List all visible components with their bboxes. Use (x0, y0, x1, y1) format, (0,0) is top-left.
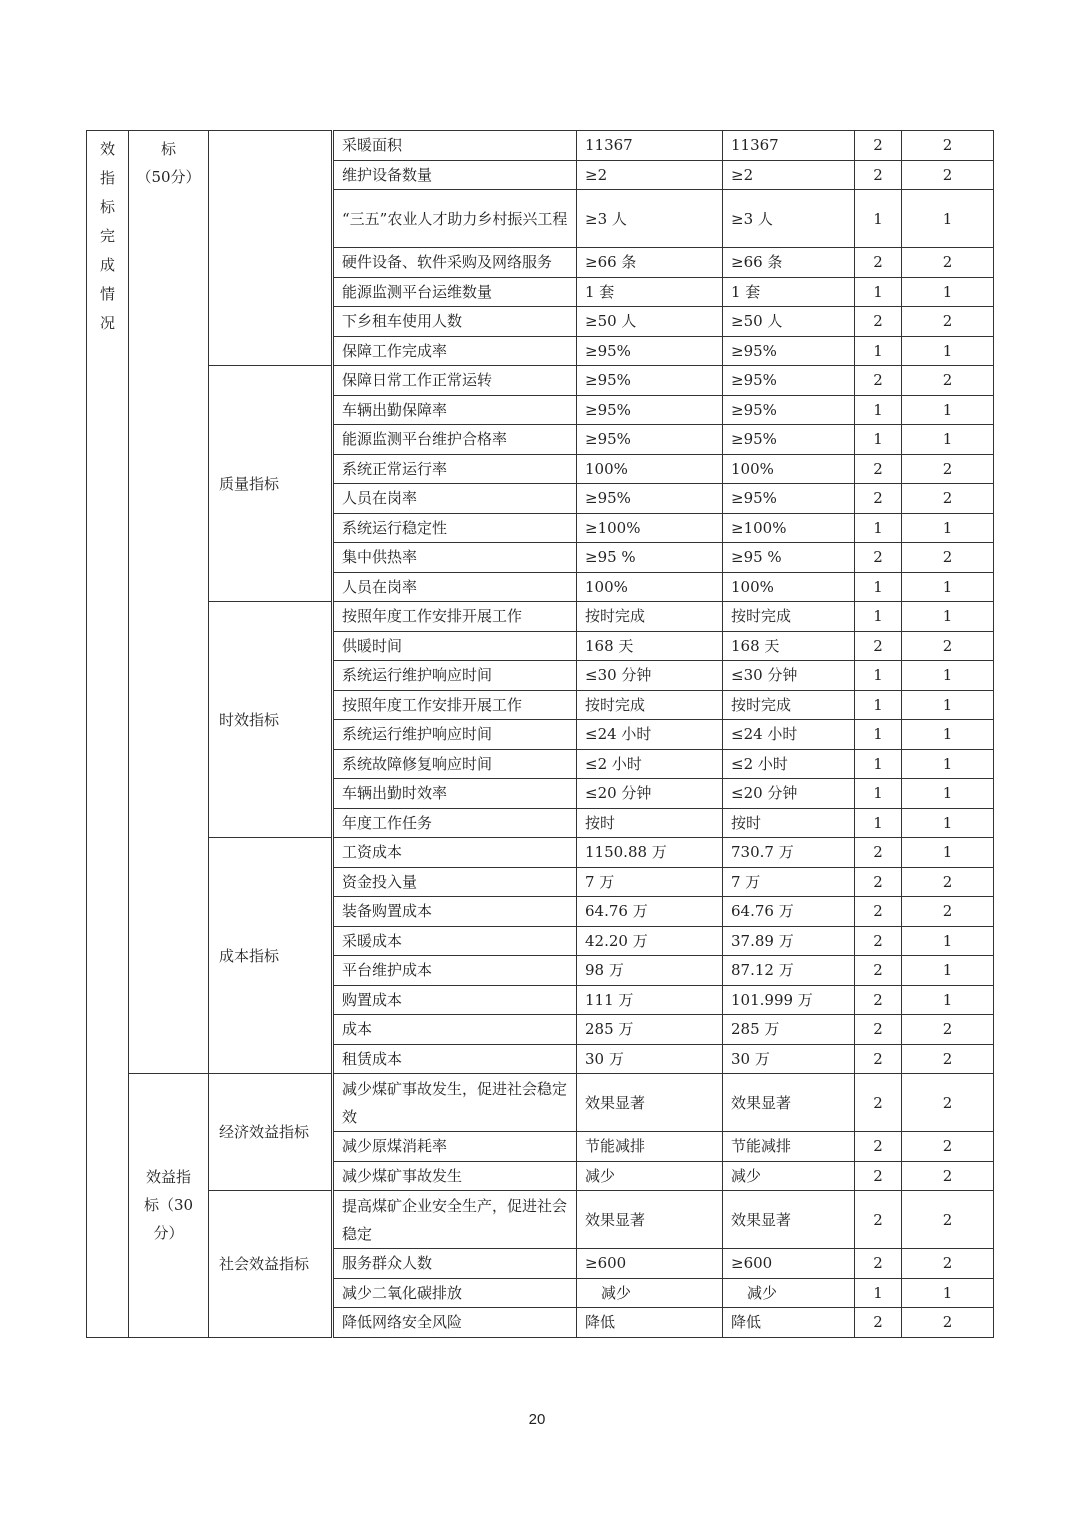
score-value: 2 (902, 867, 994, 897)
group-quantity (209, 131, 332, 366)
weight-value: 2 (855, 1132, 902, 1162)
weight-value: 2 (855, 1161, 902, 1191)
weight-value: 2 (855, 131, 902, 161)
target-value: ≥95% (577, 395, 723, 425)
target-value: ≤24 小时 (577, 720, 723, 750)
weight-value: 1 (855, 720, 902, 750)
score-value: 2 (902, 631, 994, 661)
target-value: ≥66 条 (577, 248, 723, 278)
target-value: ≥95% (577, 336, 723, 366)
target-value: ≥95% (577, 484, 723, 514)
weight-value: 2 (855, 926, 902, 956)
table-row (87, 1191, 994, 1249)
weight-value: 2 (855, 366, 902, 396)
indicator-label-line: 效益指 (145, 1168, 191, 1187)
weight-value: 2 (855, 897, 902, 927)
actual-value: 168 天 (723, 631, 855, 661)
indicator-name: 资金投入量 (334, 867, 577, 897)
actual-value: ≤30 分钟 (723, 661, 855, 691)
actual-value: 101.999 万 (723, 985, 855, 1015)
score-value: 1 (902, 1278, 994, 1308)
target-value: 减少 (577, 1278, 723, 1308)
weight-value: 1 (855, 749, 902, 779)
score-value: 1 (902, 808, 994, 838)
indicator-name: 平台维护成本 (334, 956, 577, 986)
target-value: 节能减排 (577, 1132, 723, 1162)
category-char: 况 (99, 314, 115, 332)
weight-value: 2 (855, 838, 902, 868)
target-value: 42.20 万 (577, 926, 723, 956)
score-value: 1 (902, 336, 994, 366)
score-value: 1 (902, 277, 994, 307)
score-value: 1 (902, 190, 994, 248)
score-value: 1 (902, 926, 994, 956)
target-value: 效果显著 (577, 1191, 723, 1249)
category-char: 完 (99, 227, 115, 245)
actual-value: ≥3 人 (723, 190, 855, 248)
actual-value: 减少 (723, 1278, 855, 1308)
score-value: 1 (902, 395, 994, 425)
weight-value: 1 (855, 395, 902, 425)
weight-value: 2 (855, 454, 902, 484)
target-value: 按时完成 (577, 690, 723, 720)
actual-value: 按时 (723, 808, 855, 838)
indicator-name: 硬件设备、软件采购及网络服务 (334, 248, 577, 278)
weight-value: 1 (855, 190, 902, 248)
target-value: 100% (577, 454, 723, 484)
target-value: 100% (577, 572, 723, 602)
actual-value: 节能减排 (723, 1132, 855, 1162)
score-value: 1 (902, 720, 994, 750)
target-value: ≥2 (577, 160, 723, 190)
actual-value: 降低 (723, 1308, 855, 1338)
indicator-name: 保障日常工作正常运转 (334, 366, 577, 396)
weight-value: 2 (855, 160, 902, 190)
target-value: 168 天 (577, 631, 723, 661)
score-value: 1 (902, 838, 994, 868)
score-value: 2 (902, 897, 994, 927)
weight-value: 2 (855, 1044, 902, 1074)
actual-value: ≥95 % (723, 543, 855, 573)
score-value: 1 (902, 572, 994, 602)
score-value: 2 (902, 366, 994, 396)
score-value: 2 (902, 1015, 994, 1045)
weight-value: 2 (855, 543, 902, 573)
indicator-name: 按照年度工作安排开展工作 (334, 602, 577, 632)
target-value: 30 万 (577, 1044, 723, 1074)
actual-value: 30 万 (723, 1044, 855, 1074)
weight-value: 1 (855, 661, 902, 691)
category-char: 标 (99, 198, 115, 216)
indicator-name: 系统运行维护响应时间 (334, 720, 577, 750)
weight-value: 1 (855, 513, 902, 543)
score-value: 1 (902, 779, 994, 809)
weight-value: 2 (855, 248, 902, 278)
weight-value: 2 (855, 307, 902, 337)
indicator-name: 人员在岗率 (334, 572, 577, 602)
target-value: ≤20 分钟 (577, 779, 723, 809)
score-value: 1 (902, 985, 994, 1015)
target-value: ≥95 % (577, 543, 723, 573)
weight-value: 2 (855, 1074, 902, 1132)
indicator-name: 工资成本 (334, 838, 577, 868)
score-value: 1 (902, 690, 994, 720)
group-cost: 成本指标 (209, 838, 332, 1074)
actual-value: 效果显著 (723, 1191, 855, 1249)
performance-indicator-table (86, 130, 994, 1338)
target-value: 1150.88 万 (577, 838, 723, 868)
table-row (87, 602, 994, 632)
actual-value: ≥95% (723, 484, 855, 514)
indicator-name: 减少原煤消耗率 (334, 1132, 577, 1162)
indicator-name: 采暖成本 (334, 926, 577, 956)
category-char: 情 (99, 285, 115, 303)
actual-value: ≤24 小时 (723, 720, 855, 750)
target-value: 按时 (577, 808, 723, 838)
actual-value: ≥50 人 (723, 307, 855, 337)
indicator-name: 系统运行稳定性 (334, 513, 577, 543)
target-value: 7 万 (577, 867, 723, 897)
score-value: 2 (902, 1074, 994, 1132)
weight-value: 1 (855, 602, 902, 632)
actual-value: 87.12 万 (723, 956, 855, 986)
actual-value: 7 万 (723, 867, 855, 897)
actual-value: 37.89 万 (723, 926, 855, 956)
score-value: 2 (902, 131, 994, 161)
score-value: 2 (902, 307, 994, 337)
indicator-name: 按照年度工作安排开展工作 (334, 690, 577, 720)
weight-value: 1 (855, 277, 902, 307)
weight-value: 2 (855, 867, 902, 897)
weight-value: 2 (855, 1308, 902, 1338)
category-char: 成 (99, 256, 115, 274)
weight-value: 1 (855, 808, 902, 838)
actual-value: 100% (723, 454, 855, 484)
group-quality: 质量指标 (209, 366, 332, 602)
actual-value: ≥95% (723, 425, 855, 455)
indicator-label-line: 标 (160, 140, 176, 158)
weight-value: 1 (855, 425, 902, 455)
page-number: 20 (528, 1411, 546, 1428)
actual-value: 减少 (723, 1161, 855, 1191)
score-value: 1 (902, 749, 994, 779)
actual-value: ≤2 小时 (723, 749, 855, 779)
indicator-name: 供暖时间 (334, 631, 577, 661)
target-value: ≤30 分钟 (577, 661, 723, 691)
target-value: ≤2 小时 (577, 749, 723, 779)
actual-value: ≥100% (723, 513, 855, 543)
indicator-name: 降低网络安全风险 (334, 1308, 577, 1338)
score-value: 2 (902, 454, 994, 484)
score-value: 1 (902, 513, 994, 543)
indicator-label-line: （50分） (136, 168, 201, 186)
indicator-label-line: 分） (153, 1224, 184, 1243)
indicator-name: 系统故障修复响应时间 (334, 749, 577, 779)
benefit-indicator-label (129, 1074, 209, 1338)
target-value: 降低 (577, 1308, 723, 1338)
output-indicator-label (129, 131, 209, 1074)
indicator-name: 车辆出勤保障率 (334, 395, 577, 425)
weight-value: 2 (855, 956, 902, 986)
weight-value: 1 (855, 336, 902, 366)
table-row (87, 366, 994, 396)
score-value: 2 (902, 160, 994, 190)
indicator-name: 减少煤矿事故发生 (334, 1161, 577, 1191)
table-row (87, 1074, 994, 1132)
indicator-name: 保障工作完成率 (334, 336, 577, 366)
performance-table-sheet (86, 130, 994, 1338)
target-value: 减少 (577, 1161, 723, 1191)
target-value: 285 万 (577, 1015, 723, 1045)
weight-value: 2 (855, 484, 902, 514)
score-value: 2 (902, 484, 994, 514)
indicator-name: 购置成本 (334, 985, 577, 1015)
group-timeliness: 时效指标 (209, 602, 332, 838)
indicator-name: 减少煤矿事故发生，促进社会稳定效 (334, 1074, 577, 1132)
target-value: ≥3 人 (577, 190, 723, 248)
actual-value: 效果显著 (723, 1074, 855, 1132)
actual-value: 1 套 (723, 277, 855, 307)
group-social: 社会效益指标 (209, 1191, 332, 1338)
category-char: 指 (99, 169, 115, 187)
target-value: ≥50 人 (577, 307, 723, 337)
actual-value: ≤20 分钟 (723, 779, 855, 809)
actual-value: ≥2 (723, 160, 855, 190)
actual-value: 730.7 万 (723, 838, 855, 868)
group-economic: 经济效益指标 (209, 1074, 332, 1191)
target-value: ≥95% (577, 366, 723, 396)
target-value: ≥100% (577, 513, 723, 543)
indicator-name: 提高煤矿企业安全生产，促进社会稳定 (334, 1191, 577, 1249)
weight-value: 1 (855, 572, 902, 602)
target-value: 111 万 (577, 985, 723, 1015)
indicator-name: “三五”农业人才助力乡村振兴工程 (334, 190, 577, 248)
target-value: 11367 (577, 131, 723, 161)
indicator-name: 集中供热率 (334, 543, 577, 573)
category-char: 效 (99, 140, 115, 158)
actual-value: 285 万 (723, 1015, 855, 1045)
target-value: 1 套 (577, 277, 723, 307)
score-value: 1 (902, 602, 994, 632)
weight-value: 2 (855, 1249, 902, 1279)
indicator-name: 租赁成本 (334, 1044, 577, 1074)
actual-value: 11367 (723, 131, 855, 161)
score-value: 1 (902, 956, 994, 986)
weight-value: 1 (855, 1278, 902, 1308)
actual-value: ≥95% (723, 366, 855, 396)
score-value: 2 (902, 1161, 994, 1191)
weight-value: 1 (855, 779, 902, 809)
score-value: 2 (902, 1132, 994, 1162)
score-value: 2 (902, 1308, 994, 1338)
actual-value: ≥66 条 (723, 248, 855, 278)
score-value: 2 (902, 1249, 994, 1279)
category-label-column (87, 131, 129, 1338)
actual-value: ≥95% (723, 336, 855, 366)
indicator-name: 服务群众人数 (334, 1249, 577, 1279)
weight-value: 2 (855, 985, 902, 1015)
score-value: 2 (902, 543, 994, 573)
actual-value: ≥95% (723, 395, 855, 425)
indicator-name: 能源监测平台运维数量 (334, 277, 577, 307)
weight-value: 2 (855, 1015, 902, 1045)
score-value: 2 (902, 248, 994, 278)
target-value: ≥600 (577, 1249, 723, 1279)
indicator-name: 年度工作任务 (334, 808, 577, 838)
target-value: 64.76 万 (577, 897, 723, 927)
actual-value: ≥600 (723, 1249, 855, 1279)
target-value: 效果显著 (577, 1074, 723, 1132)
indicator-name: 减少二氧化碳排放 (334, 1278, 577, 1308)
actual-value: 按时完成 (723, 602, 855, 632)
target-value: 按时完成 (577, 602, 723, 632)
indicator-name: 人员在岗率 (334, 484, 577, 514)
indicator-name: 装备购置成本 (334, 897, 577, 927)
indicator-name: 采暖面积 (334, 131, 577, 161)
indicator-name: 系统运行维护响应时间 (334, 661, 577, 691)
target-value: ≥95% (577, 425, 723, 455)
indicator-name: 下乡租车使用人数 (334, 307, 577, 337)
score-value: 1 (902, 661, 994, 691)
score-value: 1 (902, 425, 994, 455)
indicator-label-line: 标（30 (143, 1196, 194, 1215)
indicator-name: 成本 (334, 1015, 577, 1045)
indicator-name: 维护设备数量 (334, 160, 577, 190)
indicator-name: 系统正常运行率 (334, 454, 577, 484)
score-value: 2 (902, 1191, 994, 1249)
target-value: 98 万 (577, 956, 723, 986)
weight-value: 2 (855, 631, 902, 661)
indicator-name: 车辆出勤时效率 (334, 779, 577, 809)
table-row (87, 838, 994, 868)
actual-value: 64.76 万 (723, 897, 855, 927)
weight-value: 2 (855, 1191, 902, 1249)
table-row (87, 131, 994, 161)
indicator-name: 能源监测平台维护合格率 (334, 425, 577, 455)
actual-value: 按时完成 (723, 690, 855, 720)
weight-value: 1 (855, 690, 902, 720)
score-value: 2 (902, 1044, 994, 1074)
actual-value: 100% (723, 572, 855, 602)
